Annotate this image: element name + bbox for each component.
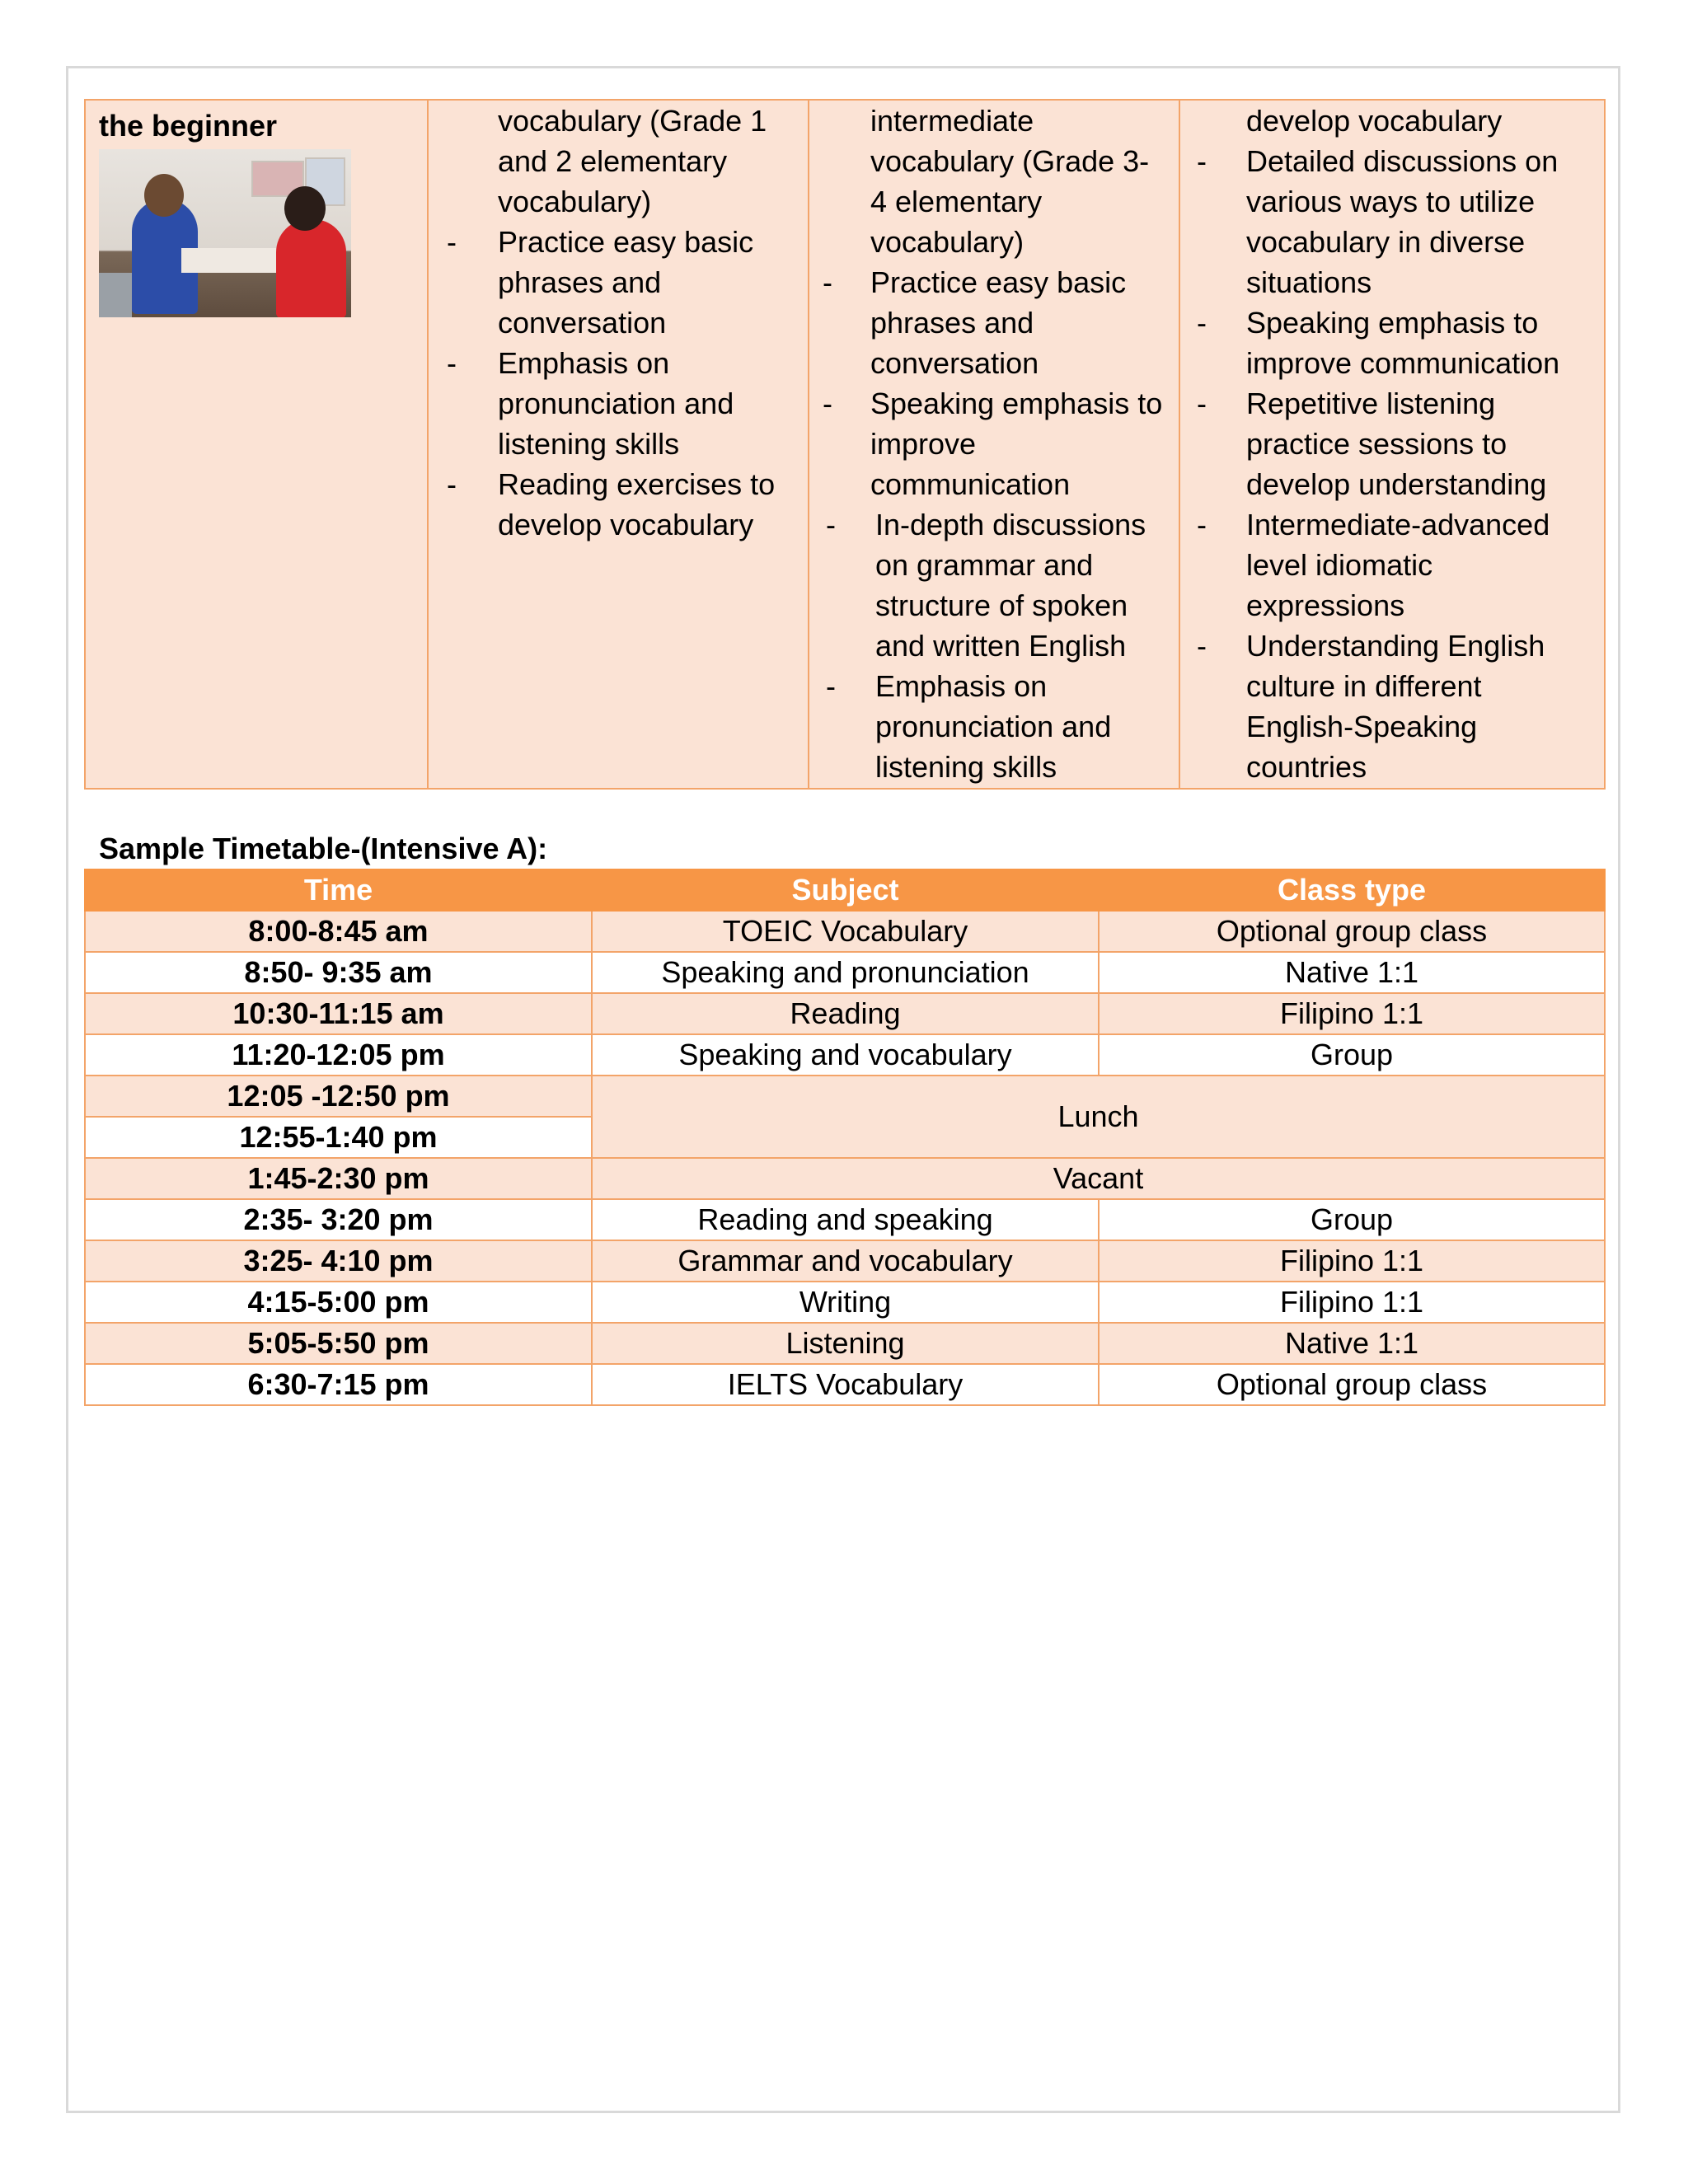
- class-type-cell: Optional group class: [1099, 911, 1605, 952]
- description-line: - In-depth discussions: [809, 504, 1179, 545]
- subject-cell: IELTS Vocabulary: [592, 1364, 1099, 1405]
- timetable-heading: Sample Timetable-(Intensive A):: [99, 832, 548, 865]
- description-line: - Practice easy basic: [429, 222, 808, 262]
- description-line: - Understanding English: [1180, 626, 1604, 666]
- subject-cell: Reading and speaking: [592, 1199, 1099, 1240]
- beginner-description-cell: [428, 100, 809, 789]
- description-line: - Emphasis on: [809, 666, 1179, 706]
- description-line: - Emphasis on: [429, 343, 808, 383]
- description-line: 4 elementary: [870, 185, 1043, 218]
- description-line: listening skills: [875, 750, 1057, 784]
- subject-cell: Listening: [592, 1323, 1099, 1364]
- table-row: [85, 1199, 1605, 1240]
- description-line: - Speaking emphasis to: [1180, 302, 1604, 343]
- description-line: and written English: [875, 629, 1127, 663]
- level-cell: [85, 100, 428, 789]
- description-line: practice sessions to: [1246, 427, 1507, 461]
- table-row: [85, 1158, 1605, 1199]
- description-line: conversation: [870, 346, 1039, 380]
- time-cell: 1:45-2:30 pm: [85, 1158, 592, 1199]
- subject-cell: Reading: [592, 993, 1099, 1034]
- course-level-row: [85, 100, 1605, 789]
- time-cell: 4:15-5:00 pm: [85, 1282, 592, 1323]
- table-row: [85, 1364, 1605, 1405]
- description-line: structure of spoken: [875, 588, 1128, 622]
- description-line: - Intermediate-advanced: [1180, 504, 1604, 545]
- table-row: [85, 1240, 1605, 1282]
- description-line: expressions: [1246, 588, 1405, 622]
- description-line: develop vocabulary: [498, 508, 754, 541]
- description-line: intermediate: [870, 104, 1034, 138]
- time-cell: 11:20-12:05 pm: [85, 1034, 592, 1076]
- description-line: on grammar and: [875, 548, 1094, 582]
- merged-cell: Vacant: [592, 1158, 1605, 1199]
- description-line: culture in different: [1246, 669, 1482, 703]
- timetable-header-row: [85, 869, 1605, 911]
- class-type-cell: Native 1:1: [1099, 1323, 1605, 1364]
- description-line: pronunciation and: [875, 710, 1112, 743]
- table-row: [85, 1034, 1605, 1076]
- intermediate-description-list: [809, 101, 1179, 787]
- description-line: vocabulary): [870, 225, 1025, 259]
- description-line: communication: [870, 467, 1071, 501]
- description-line: - Repetitive listening: [1180, 383, 1604, 424]
- subject-cell: TOEIC Vocabulary: [592, 911, 1099, 952]
- merged-cell: Lunch: [592, 1076, 1605, 1158]
- description-line: improve communication: [1246, 346, 1560, 380]
- description-line: - Practice easy basic: [809, 262, 1179, 302]
- description-line: listening skills: [498, 427, 680, 461]
- table-row: [85, 1076, 1605, 1117]
- description-line: situations: [1246, 265, 1372, 299]
- table-row: [85, 911, 1605, 952]
- description-line: develop understanding: [1246, 467, 1547, 501]
- advanced-description-list: [1180, 101, 1604, 787]
- description-line: improve: [870, 427, 977, 461]
- time-cell: 3:25- 4:10 pm: [85, 1240, 592, 1282]
- timetable: [84, 869, 1606, 1406]
- description-line: phrases and: [870, 306, 1034, 340]
- subject-cell: Grammar and vocabulary: [592, 1240, 1099, 1282]
- description-line: vocabulary (Grade 1: [498, 104, 767, 138]
- photo-tutor-student-icon: [99, 149, 351, 317]
- subject-cell: Speaking and vocabulary: [592, 1034, 1099, 1076]
- description-line: vocabulary): [498, 185, 652, 218]
- course-level-table: [84, 99, 1606, 790]
- time-cell: 2:35- 3:20 pm: [85, 1199, 592, 1240]
- time-cell: 8:00-8:45 am: [85, 911, 592, 952]
- header-subject: Subject: [592, 869, 1099, 911]
- table-row: [85, 952, 1605, 993]
- table-row: [85, 993, 1605, 1034]
- description-line: level idiomatic: [1246, 548, 1433, 582]
- table-row: [85, 1282, 1605, 1323]
- description-line: - Detailed discussions on: [1180, 141, 1604, 181]
- class-type-cell: Native 1:1: [1099, 952, 1605, 993]
- time-cell: 8:50- 9:35 am: [85, 952, 592, 993]
- time-cell: 12:55-1:40 pm: [85, 1117, 592, 1158]
- description-line: countries: [1246, 750, 1367, 784]
- time-cell: 5:05-5:50 pm: [85, 1323, 592, 1364]
- level-title: the beginner: [99, 109, 278, 143]
- class-type-cell: Filipino 1:1: [1099, 993, 1605, 1034]
- description-line: English-Speaking: [1246, 710, 1478, 743]
- class-type-cell: Filipino 1:1: [1099, 1240, 1605, 1282]
- description-line: phrases and: [498, 265, 662, 299]
- advanced-description-cell: [1179, 100, 1605, 789]
- class-type-cell: Group: [1099, 1034, 1605, 1076]
- class-type-cell: Optional group class: [1099, 1364, 1605, 1405]
- header-class-type: Class type: [1099, 869, 1605, 911]
- description-line: develop vocabulary: [1246, 104, 1503, 138]
- subject-cell: Speaking and pronunciation: [592, 952, 1099, 993]
- description-line: vocabulary in diverse: [1246, 225, 1526, 259]
- description-line: - Reading exercises to: [429, 464, 808, 504]
- header-time: Time: [85, 869, 592, 911]
- subject-cell: Writing: [592, 1282, 1099, 1323]
- intermediate-description-cell: [809, 100, 1179, 789]
- class-type-cell: Filipino 1:1: [1099, 1282, 1605, 1323]
- description-line: conversation: [498, 306, 667, 340]
- description-line: - Speaking emphasis to: [809, 383, 1179, 424]
- class-type-cell: Group: [1099, 1199, 1605, 1240]
- time-cell: 10:30-11:15 am: [85, 993, 592, 1034]
- description-line: pronunciation and: [498, 387, 734, 420]
- beginner-description-list: [429, 101, 808, 545]
- time-cell: 6:30-7:15 pm: [85, 1364, 592, 1405]
- description-line: and 2 elementary: [498, 144, 728, 178]
- description-line: various ways to utilize: [1246, 185, 1536, 218]
- description-line: vocabulary (Grade 3-: [870, 144, 1150, 178]
- time-cell: 12:05 -12:50 pm: [85, 1076, 592, 1117]
- table-row: [85, 1323, 1605, 1364]
